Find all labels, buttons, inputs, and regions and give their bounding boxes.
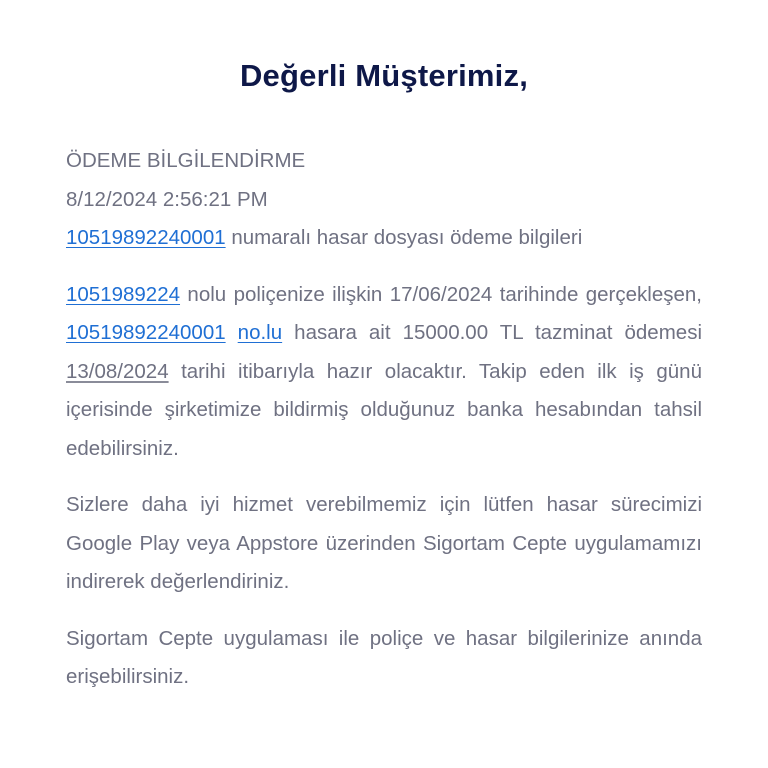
claim-file-link[interactable]: 10519892240001 — [66, 226, 226, 249]
payment-text-2 — [226, 321, 238, 344]
app-review-paragraph: Sizlere daha iyi hizmet verebilmemiz için lütfen hasar sürecimizi Google Play veya Appstore üzerinden Sigortam Cepte uygulamamızı indirerek değerlendiriniz. — [66, 493, 702, 593]
subject-line: ÖDEME BİLGİLENDİRME — [66, 149, 306, 172]
file-info-text: numaralı hasar dosyası ödeme bilgileri — [225, 226, 583, 249]
policy-number-link[interactable]: 1051989224 — [66, 282, 181, 306]
app-info-paragraph: Sigortam Cepte uygulaması ile poliçe ve hasar bilgilerinize anında erişebilirsiniz. — [66, 626, 702, 688]
nolu-link[interactable]: no.lu — [237, 321, 283, 344]
payment-text-1: nolu poliçenize ilişkin 17/06/2024 tarihinde gerçekleşen, — [180, 282, 702, 306]
message-body — [66, 142, 702, 697]
greeting-title: Değerli Müşterimiz, — [239, 58, 529, 93]
payment-date[interactable]: 13/08/2024 — [66, 359, 169, 383]
timestamp: 8/12/2024 2:56:21 PM — [66, 187, 268, 211]
claim-number-link[interactable]: 10519892240001 — [66, 321, 226, 344]
payment-paragraph — [66, 276, 702, 469]
file-info-line — [66, 219, 702, 258]
notification-header — [66, 142, 702, 258]
payment-text-4: tarihi itibarıyla hazır olacaktır. Takip eden ilk iş günü içerisinde şirketimize bildirmiş olduğunuz banka hesabından tahsil edebilirsiniz. — [66, 359, 702, 460]
payment-text-3: hasara ait 15000.00 TL tazminat ödemesi — [282, 321, 702, 344]
